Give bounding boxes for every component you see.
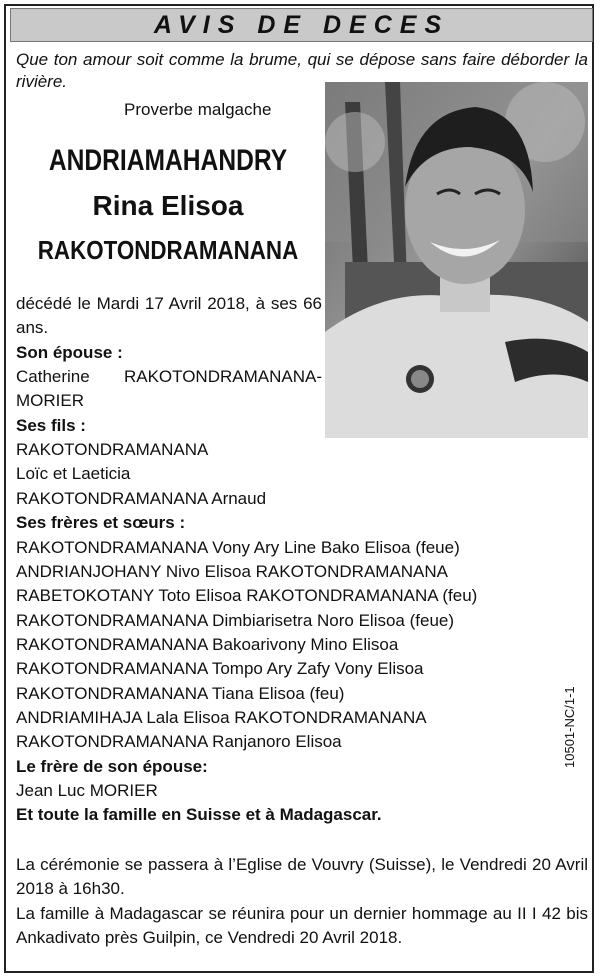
deceased-surname: ANDRIAMAHANDRY [48, 144, 288, 177]
notice-reference: 10501-NC/1-1 [562, 686, 577, 768]
ceremony-switzerland: La cérémonie se passera à l’Eglise de Vouvry (Suisse), le Vendredi 20 Avril 2018 à 16h30. [16, 855, 588, 898]
sibling-2: ANDRIANJOHANY Nivo Elisoa RAKOTONDRAMANANA [16, 562, 449, 581]
siblings-heading: Ses frères et sœurs : [16, 513, 186, 532]
notice-header: AVIS DE DECES [10, 8, 593, 42]
sibling-3: RABETOKOTANY Toto Elisoa RAKOTONDRAMANANA (feu) [16, 586, 478, 605]
sibling-5: RAKOTONDRAMANANA Bakoarivony Mino Elisoa [16, 635, 399, 654]
ceremony-madagascar: La famille à Madagascar se réunira pour un dernier hommage au II I 42 bis Ankadivato près Guilpin, ce Vendredi 20 Avril 2018. [16, 904, 588, 947]
inlaw-heading: Le frère de son épouse: [16, 757, 208, 776]
death-date: décédé le Mardi 17 Avril 2018, à ses 66 ans. [16, 294, 322, 338]
deceased-portrait-photo [325, 82, 588, 438]
son-1: RAKOTONDRAMANANA Loïc et Laeticia [16, 440, 208, 484]
sibling-1: RAKOTONDRAMANANA Vony Ary Line Bako Elisoa (feue) [16, 538, 460, 557]
proverb-quote: Que ton amour soit comme la brume, qui se dépose sans faire déborder la rivière. [16, 50, 588, 91]
deceased-firstname: Rina Elisoa [92, 190, 244, 221]
son-2: RAKOTONDRAMANANA Arnaud [16, 489, 267, 508]
sibling-9: RAKOTONDRAMANANA Ranjanoro Elisoa [16, 732, 342, 751]
spouse-name: Catherine RAKOTONDRAMANANA-MORIER [16, 367, 322, 411]
inlaw-name: Jean Luc MORIER [16, 781, 158, 800]
closing-family: Et toute la famille en Suisse et à Madagascar. [16, 805, 382, 824]
sibling-6: RAKOTONDRAMANANA Tompo Ary Zafy Vony Elisoa [16, 659, 424, 678]
deceased-family-name: RAKOTONDRAMANANA [37, 235, 299, 265]
spouse-heading: Son épouse : [16, 343, 123, 362]
sibling-7: RAKOTONDRAMANANA Tiana Elisoa (feu) [16, 684, 345, 703]
sibling-8: ANDRIAMIHAJA Lala Elisoa RAKOTONDRAMANANA [16, 708, 427, 727]
proverb-attribution: Proverbe malgache [124, 100, 272, 119]
sons-heading: Ses fils : [16, 416, 86, 435]
sibling-4: RAKOTONDRAMANANA Dimbiarisetra Noro Elisoa (feue) [16, 611, 455, 630]
